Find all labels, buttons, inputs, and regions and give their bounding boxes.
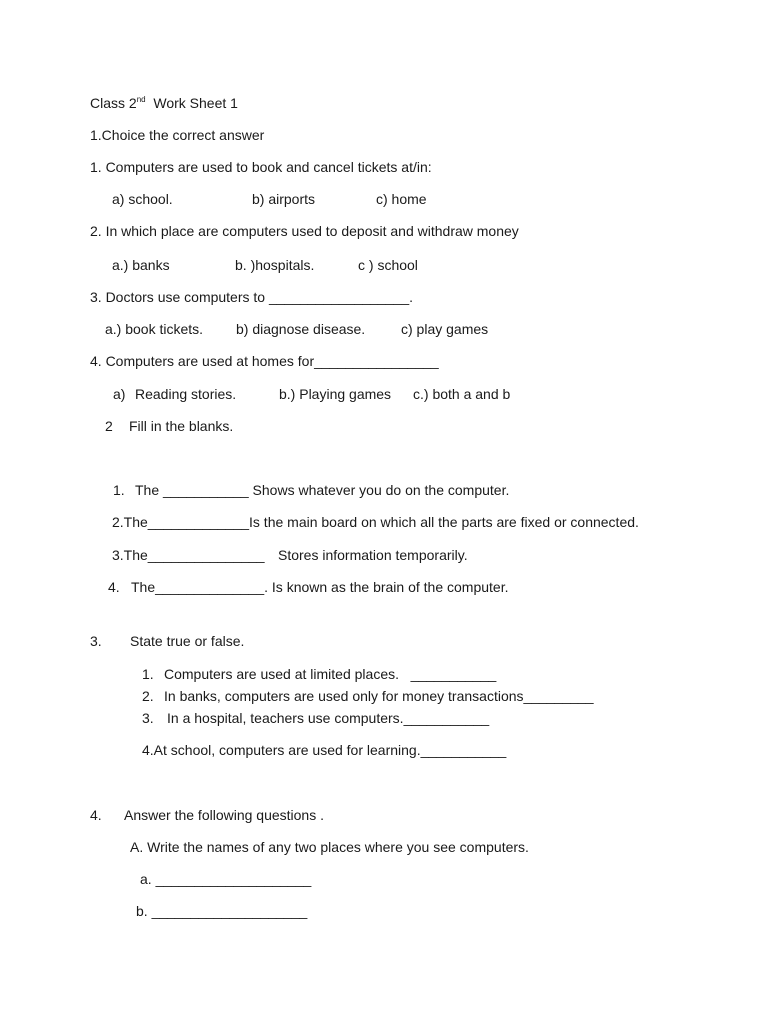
question-4-option-a: Reading stories. — [135, 386, 237, 402]
answer-line-a: a. ____________________ — [140, 871, 312, 887]
question-3-option-c: c) play games — [401, 321, 489, 337]
true-false-1-text: Computers are used at limited places. ___________ — [164, 666, 497, 682]
question-2-option-b: b. )hospitals. — [235, 257, 315, 273]
fill-blank-1-number: 1. — [113, 482, 125, 498]
answer-line-b: b. ____________________ — [136, 903, 308, 919]
section3-number: 3. — [90, 633, 102, 649]
section1-heading: 1.Choice the correct answer — [90, 127, 265, 143]
question-4-option-b: b.) Playing games — [279, 386, 392, 402]
fill-blank-4-number: 4. — [108, 579, 120, 595]
title-superscript: nd — [136, 95, 146, 104]
question-1-option-c: c) home — [376, 191, 427, 207]
fill-blank-3-text: 3.The_______________ — [112, 547, 265, 563]
question-4-text: 4. Computers are used at homes for________________ — [90, 353, 439, 369]
fill-blank-3-trail: Stores information temporarily. — [278, 547, 468, 563]
question-1-option-a: a) school. — [112, 191, 173, 207]
section4-heading: Answer the following questions . — [124, 807, 324, 823]
fill-blank-4-text: The______________. Is known as the brain of the computer. — [131, 579, 509, 595]
section3-heading: State true or false. — [130, 633, 245, 649]
true-false-2-number: 2. — [142, 688, 154, 704]
question-3-text: 3. Doctors use computers to __________________. — [90, 289, 414, 305]
section4-number: 4. — [90, 807, 102, 823]
section2-heading: Fill in the blanks. — [129, 418, 234, 434]
worksheet-title: Class 2nd Work Sheet 1 — [90, 95, 238, 111]
fill-blank-1-text: The ___________ Shows whatever you do on the computer. — [135, 482, 510, 498]
question-3-option-b: b) diagnose disease. — [236, 321, 366, 337]
question-3-option-a: a.) book tickets. — [105, 321, 204, 337]
section2-number: 2 — [105, 418, 113, 434]
question-4-option-a-marker: a) — [113, 386, 126, 402]
true-false-3-number: 3. — [142, 710, 154, 726]
question-2-option-c: c ) school — [358, 257, 418, 273]
true-false-1-number: 1. — [142, 666, 154, 682]
true-false-3-text: In a hospital, teachers use computers.___________ — [167, 710, 490, 726]
fill-blank-2-text: 2.The_____________Is the main board on which all the parts are fixed or connected. — [112, 514, 639, 530]
true-false-4-text: 4.At school, computers are used for learning.___________ — [142, 742, 507, 758]
question-2-option-a: a.) banks — [112, 257, 170, 273]
question-1-text: 1. Computers are used to book and cancel tickets at/in: — [90, 159, 432, 175]
section4-question-a: A. Write the names of any two places where you see computers. — [130, 839, 529, 855]
question-1-option-b: b) airports — [252, 191, 316, 207]
true-false-2-text: In banks, computers are used only for money transactions_________ — [164, 688, 594, 704]
question-2-text: 2. In which place are computers used to deposit and withdraw money — [90, 223, 519, 239]
question-4-option-c: c.) both a and b — [413, 386, 511, 402]
